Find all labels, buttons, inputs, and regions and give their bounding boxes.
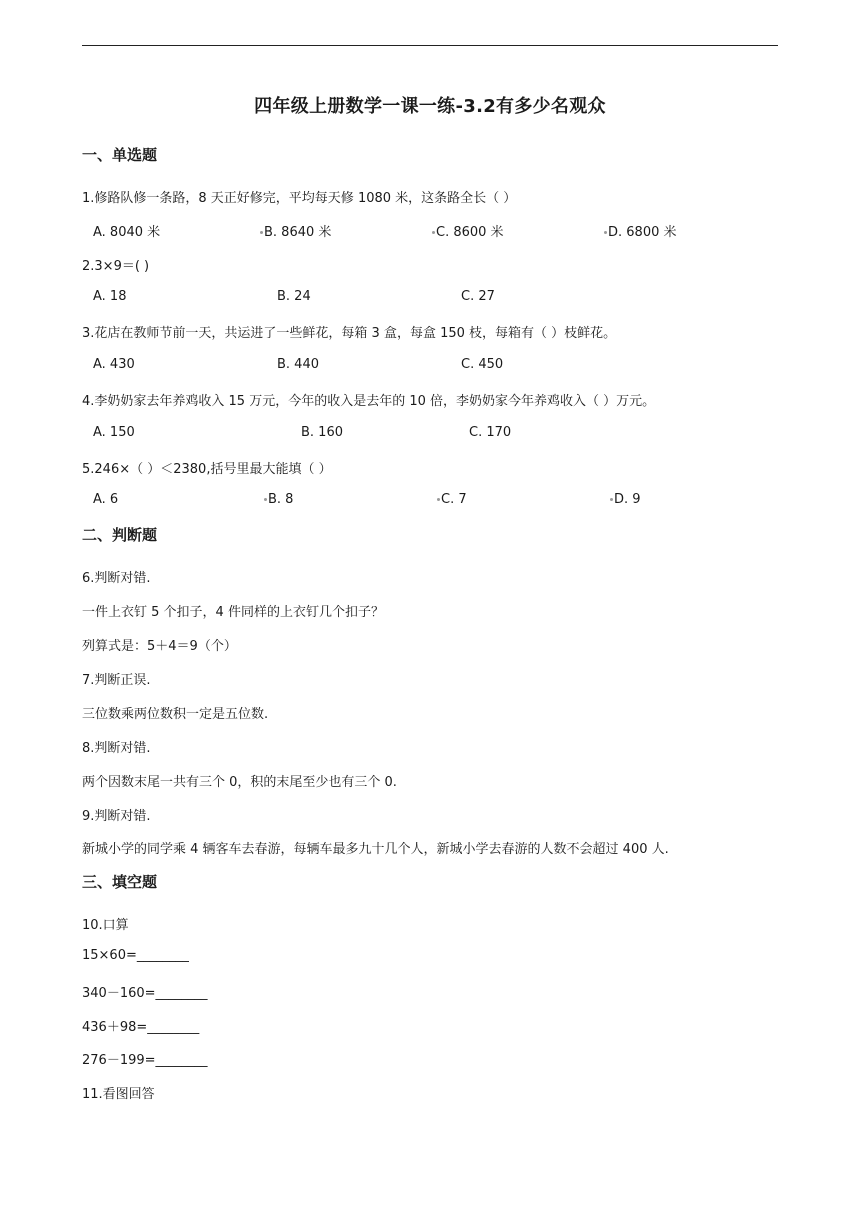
q10-stem: 10.口算 — [82, 918, 129, 933]
q6-line-2: 列算式是：5＋4＝9（个） — [82, 639, 237, 654]
q5-option-c: C. 7 — [437, 492, 467, 507]
q10-item: 276－199=________ — [82, 1053, 208, 1068]
bullet-dot-icon — [437, 498, 440, 501]
q5-option-a: A. 6 — [93, 492, 119, 507]
q7-line-1: 三位数乘两位数积一定是五位数. — [82, 707, 269, 722]
q2-option-b: B. 24 — [277, 289, 311, 304]
q5-option-d: D. 9 — [610, 492, 641, 507]
q1-option-c: C. 8600 米 — [432, 221, 504, 240]
q8-stem: 8.判断对错. — [82, 741, 151, 756]
section-fill-blank: 三、填空题 — [82, 873, 158, 891]
q1-stem: 1.修路队修一条路，8 天正好修完，平均每天修 1080 米，这条路全长（ ） — [82, 191, 517, 206]
q5-stem: 5.246×（ ）＜2380,括号里最大能填（ ） — [82, 462, 332, 477]
q2-option-c: C. 27 — [461, 289, 495, 304]
q4-option-a: A. 150 — [93, 425, 135, 440]
q1-option-a: A. 8040 米 — [93, 225, 161, 240]
bullet-dot-icon — [604, 231, 607, 234]
q11-stem: 11.看图回答 — [82, 1087, 155, 1102]
q4-option-b: B. 160 — [301, 425, 343, 440]
q5-option-b: B. 8 — [264, 492, 293, 507]
q3-option-b: B. 440 — [277, 357, 319, 372]
page-title: 四年级上册数学一课一练-3.2有多少名观众 — [254, 96, 606, 117]
bullet-dot-icon — [264, 498, 267, 501]
q9-line-1: 新城小学的同学乘 4 辆客车去春游，每辆车最多九十几个人，新城小学去春游的人数不会超过 400 人. — [82, 842, 669, 857]
bullet-dot-icon — [432, 231, 435, 234]
section-single-choice: 一、单选题 — [82, 146, 158, 164]
q2-stem: 2.3×9＝( ) — [82, 259, 150, 274]
header-rule — [82, 45, 778, 46]
section-judgment: 二、判断题 — [82, 526, 158, 544]
bullet-dot-icon — [260, 231, 263, 234]
q7-stem: 7.判断正误. — [82, 673, 151, 688]
q3-option-a: A. 430 — [93, 357, 135, 372]
q10-item: 340－160=________ — [82, 986, 208, 1001]
q10-item: 15×60=________ — [82, 948, 189, 963]
q1-option-d: D. 6800 米 — [604, 221, 677, 240]
q3-stem: 3.花店在教师节前一天，共运进了一些鲜花，每箱 3 盒，每盒 150 枝，每箱有（ ）枝鲜花。 — [82, 326, 617, 341]
q3-option-c: C. 450 — [461, 357, 504, 372]
q8-line-1: 两个因数末尾一共有三个 0，积的末尾至少也有三个 0. — [82, 775, 397, 790]
q4-option-c: C. 170 — [469, 425, 512, 440]
q6-stem: 6.判断对错. — [82, 571, 151, 586]
bullet-dot-icon — [610, 498, 613, 501]
q1-option-b: B. 8640 米 — [260, 221, 331, 240]
q4-stem: 4.李奶奶家去年养鸡收入 15 万元，今年的收入是去年的 10 倍，李奶奶家今年养鸡收入（ ）万元。 — [82, 394, 656, 409]
q6-line-1: 一件上衣钉 5 个扣子，4 件同样的上衣钉几个扣子？ — [82, 605, 384, 620]
q2-option-a: A. 18 — [93, 289, 127, 304]
q9-stem: 9.判断对错. — [82, 809, 151, 824]
q10-item: 436＋98=________ — [82, 1020, 200, 1035]
